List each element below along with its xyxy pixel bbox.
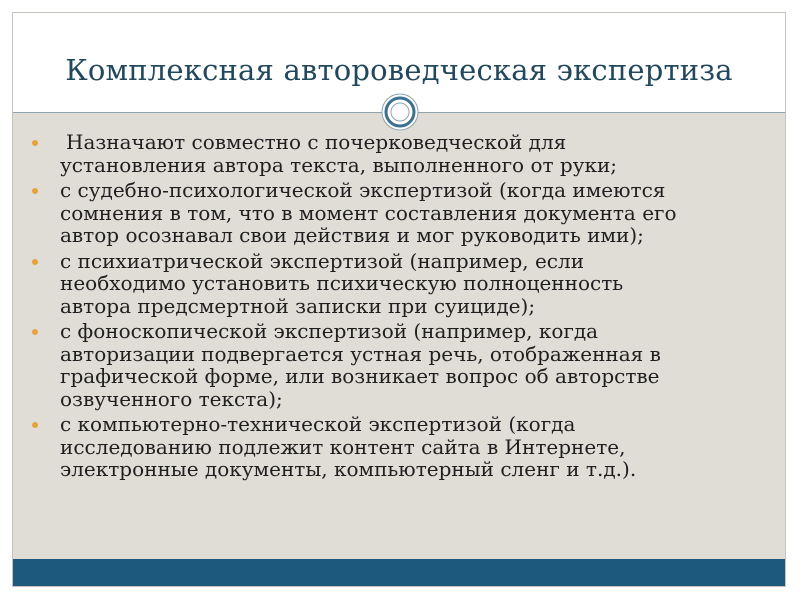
bullet-line: автор осознавал свои действия и мог руководить ими); bbox=[60, 223, 644, 247]
bullet-item bbox=[30, 413, 760, 481]
bullet-line: установления автора текста, выполненного от руки; bbox=[60, 152, 618, 177]
bullet-line: электронные документы, компьютерный сленг и т.д.). bbox=[60, 457, 637, 481]
orange-dot-bullet-icon bbox=[32, 422, 38, 428]
double-ring-divider-icon bbox=[381, 93, 419, 131]
orange-dot-bullet-icon bbox=[32, 259, 38, 265]
bullet-line: необходимо установить психическую полноценность bbox=[60, 271, 624, 295]
bullet-line: с компьютерно-технической экспертизой (когда bbox=[60, 412, 576, 436]
bullet-line: с фоноскопической экспертизой (например, когда bbox=[60, 319, 599, 343]
bullet-line: с судебно-психологической экспертизой (когда имеются bbox=[60, 178, 666, 202]
bullet-line: с психиатрической экспертизой (например, если bbox=[60, 248, 585, 273]
orange-dot-bullet-icon bbox=[32, 188, 38, 194]
bullet-line: сомнения в том, что в момент составления документа его bbox=[60, 200, 677, 225]
bullet-line: графической форме, или возникает вопрос об авторстве bbox=[60, 364, 660, 388]
orange-dot-bullet-icon bbox=[32, 329, 38, 335]
bullet-item bbox=[30, 131, 760, 176]
bullet-item bbox=[30, 320, 760, 410]
orange-dot-bullet-icon bbox=[32, 140, 38, 146]
bullet-line: авторизации подвергается устная речь, отображенная в bbox=[60, 341, 661, 366]
bullet-list bbox=[30, 131, 760, 484]
bullet-line: автора предсмертной записки при суициде); bbox=[60, 293, 536, 318]
bottom-bar bbox=[13, 559, 785, 586]
bullet-line: озвученного текста); bbox=[60, 386, 283, 411]
bullet-item bbox=[30, 179, 760, 247]
bullet-item bbox=[30, 250, 760, 318]
slide-title: Комплексная автороведческая экспертиза bbox=[65, 53, 733, 87]
bullet-line: исследованию подлежит контент сайта в Интернете, bbox=[60, 434, 626, 459]
bullet-line: Назначают совместно с почерковедческой для bbox=[66, 130, 567, 154]
